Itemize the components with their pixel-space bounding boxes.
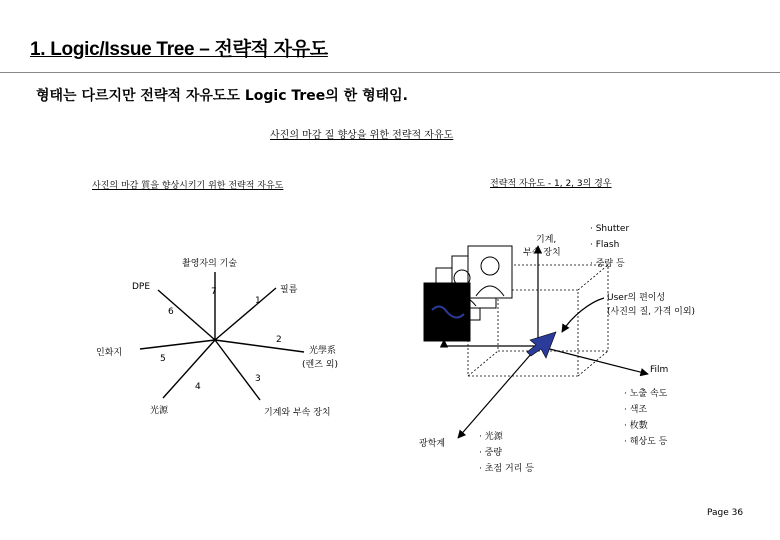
axis-number-4: 4 xyxy=(195,382,201,392)
axis-number-3: 3 xyxy=(255,374,261,384)
label-user-convenience-sub: (사진의 질, 가격 이외) xyxy=(607,307,696,317)
axis-number-7: 7 xyxy=(211,287,217,297)
left-heading: 사진의 마감 質을 향상시키기 위한 전략적 자유도 xyxy=(92,181,284,191)
label-equipment: 기계와 부속 장치 xyxy=(264,408,331,418)
axis-number-1: 1 xyxy=(255,296,261,306)
label-user-convenience: User의 편이성 xyxy=(607,293,666,303)
label-film-axis: Film xyxy=(650,365,669,375)
equipment-item-2: · Flash xyxy=(590,240,620,250)
axis-number-5: 5 xyxy=(160,354,166,364)
page-number: Page 36 xyxy=(707,508,744,518)
label-equipment-1: 기계, xyxy=(536,235,557,245)
curved-arrow xyxy=(562,298,604,332)
label-light-source: 光源 xyxy=(150,406,169,416)
film-item-2: · 색조 xyxy=(624,405,648,415)
page-subtitle: 형태는 다르지만 전략적 자유도도 Logic Tree의 한 형태임. xyxy=(36,88,408,104)
label-printing-paper: 인화지 xyxy=(96,348,123,358)
position-arrow-icon xyxy=(527,332,556,358)
label-film: 필름 xyxy=(280,285,298,295)
axis-number-6: 6 xyxy=(168,307,174,317)
strategy-star-axes xyxy=(140,272,304,400)
equipment-item-3: · 중량 등 xyxy=(590,259,625,269)
optics-item-2: · 중량 xyxy=(479,448,503,458)
axis-to-film xyxy=(538,346,648,374)
axis-film xyxy=(215,288,276,340)
axis-light-source xyxy=(163,340,215,398)
axis-dpe xyxy=(158,290,215,340)
optics-item-1: · 光源 xyxy=(479,432,503,442)
axis-to-optics xyxy=(458,346,538,438)
film-item-3: · 枚數 xyxy=(624,421,648,431)
axis-optical xyxy=(215,340,304,352)
label-photographer-skill: 촬영자의 기술 xyxy=(182,259,238,269)
label-optics: 광학계 xyxy=(419,439,446,449)
photo-stack-icon xyxy=(424,246,512,341)
film-item-1: · 노출 속도 xyxy=(624,389,668,399)
optics-item-3: · 초점 거리 등 xyxy=(479,464,534,474)
label-equipment-2: 부속 장치 xyxy=(523,248,561,258)
center-heading: 사진의 마감 질 향상을 위한 전략적 자유도 xyxy=(270,130,454,141)
label-optical: 光學系 xyxy=(309,346,337,356)
axis-number-2: 2 xyxy=(276,335,282,345)
equipment-item-1: · Shutter xyxy=(590,224,630,234)
page-title: 1. Logic/Issue Tree – 전략적 자유도 xyxy=(30,39,328,60)
label-dpe: DPE xyxy=(132,282,151,292)
label-optical-sub: (렌즈 외) xyxy=(302,360,338,370)
right-heading: 전략적 자유도 - 1, 2, 3의 경우 xyxy=(490,179,612,189)
axis-equipment xyxy=(215,340,260,400)
film-item-4: · 해상도 등 xyxy=(624,437,668,447)
axis-printing-paper xyxy=(140,340,215,349)
